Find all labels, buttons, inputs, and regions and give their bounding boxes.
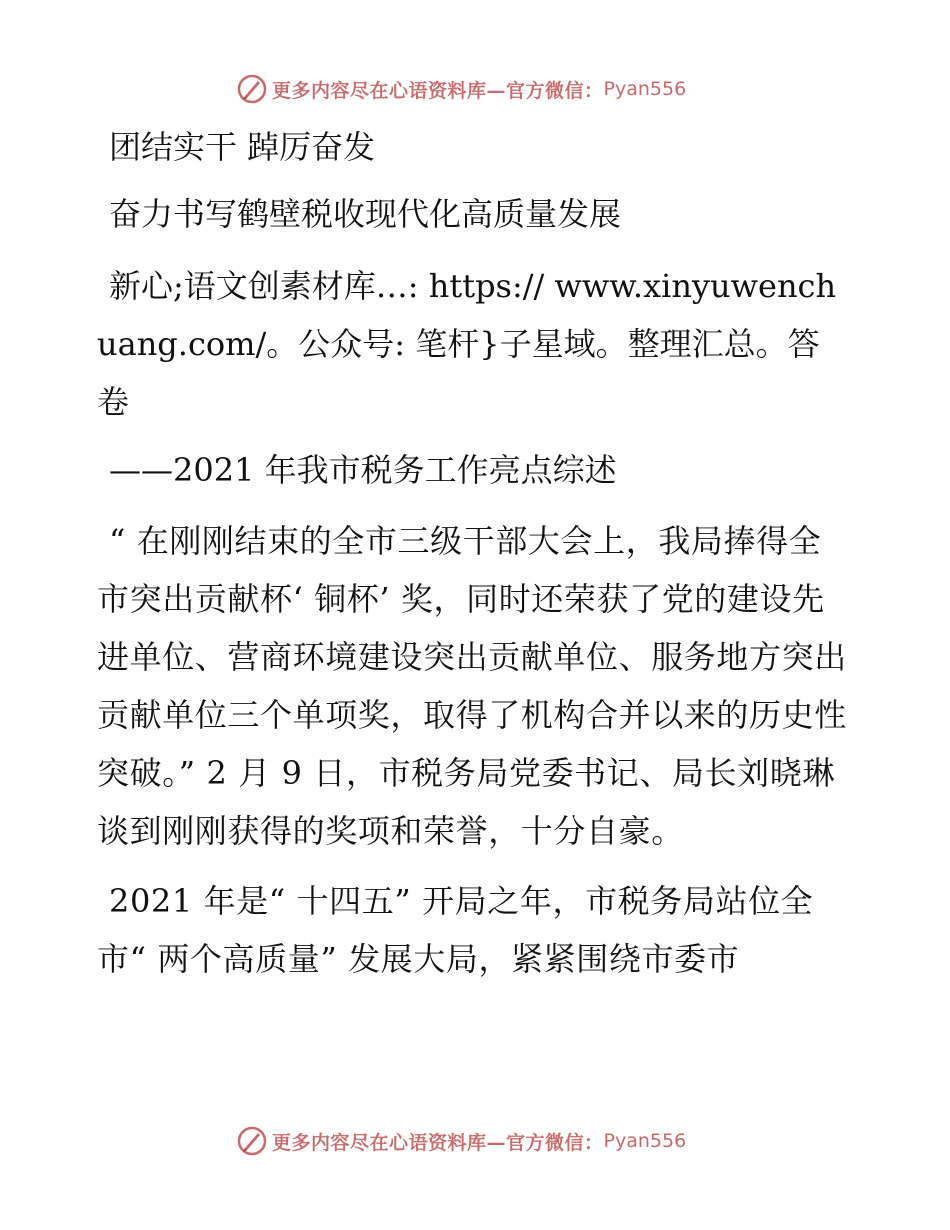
watermark-banner-top: [236, 72, 686, 106]
watermark-account: Pyan556: [603, 78, 687, 100]
paragraph-1: “ 在刚刚结束的全市三级干部大会上，我局捧得全市突出贡献杯‘ 铜杯’ 奖，同时还荣获了党的建设先进单位、营商环境建设突出贡献单位、服务地方突出贡献单位三个单项奖，取得了机构合并以来的历史性突破。” 2 月 9 日，市税务局党委书记、局长刘晓琳谈到刚刚获得的奖项和荣誉，十分自豪。: [97, 522, 847, 850]
watermark-slogan: 更多内容尽在心语资料库—官方微信：: [272, 1131, 604, 1154]
watermark-banner-bottom: [236, 1124, 686, 1158]
quill-circle-icon: [236, 1125, 268, 1157]
watermark-account: Pyan556: [603, 1130, 687, 1152]
watermark-slogan: 更多内容尽在心语资料库—官方微信：: [272, 79, 604, 102]
subtitle: ——2021 年我市税务工作亮点综述: [109, 451, 617, 489]
source-note: 新心;语文创素材库…: https:// www.xinyuwenchuang.com/。公众号: 笔杆}子星域。整理汇总。答卷: [97, 267, 837, 421]
quill-circle-icon: [236, 73, 268, 105]
document-body: [97, 118, 849, 988]
title-line-1: 团结实干 踔厉奋发: [109, 128, 376, 166]
paragraph-2: 2021 年是“ 十四五” 开局之年，市税务局站位全市“ 两个高质量” 发展大局，紧紧围绕市委市: [97, 882, 814, 978]
title-line-2: 奋力书写鹤壁税收现代化高质量发展: [109, 195, 622, 233]
